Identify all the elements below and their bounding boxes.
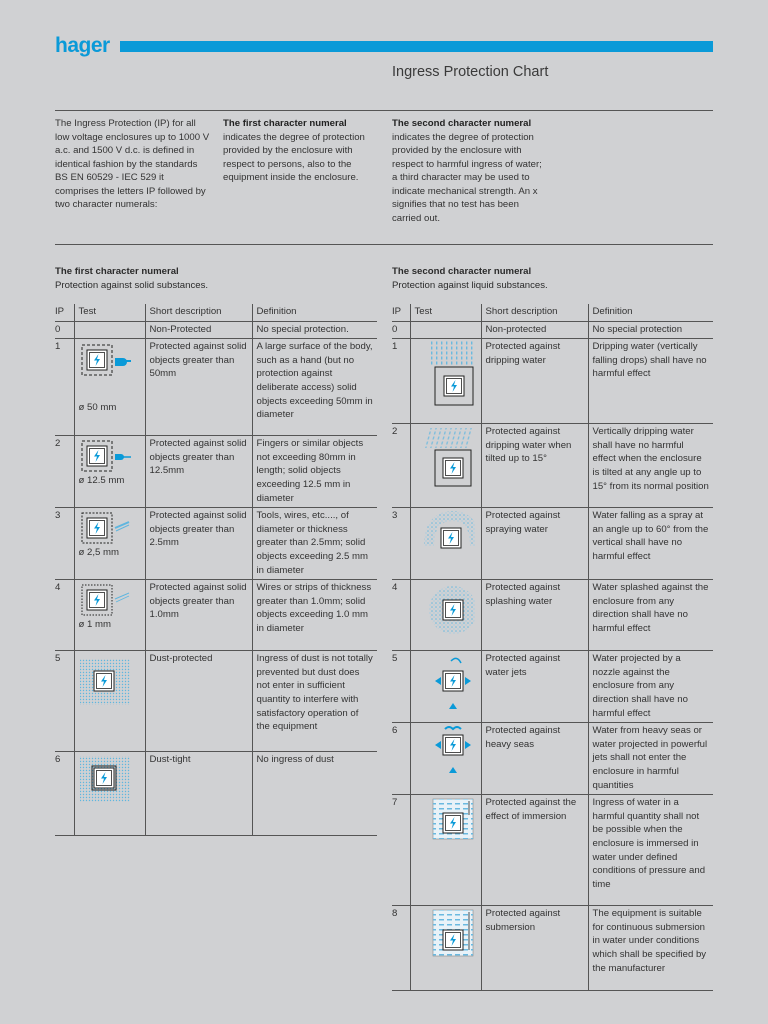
table-row	[55, 436, 377, 508]
test-label: ø 12.5 mm	[78, 475, 125, 487]
heavy-seas-icon	[415, 725, 475, 785]
col-test: Test	[74, 304, 145, 321]
ip-code: 5	[392, 651, 410, 723]
second-table-subtitle: Protection against liquid substances.	[392, 279, 548, 291]
intro-col-3	[392, 117, 542, 225]
submersion-icon	[415, 908, 475, 960]
brand-bar	[120, 41, 713, 52]
second-character-table	[392, 304, 713, 991]
test-cell	[410, 723, 481, 795]
table-row	[392, 795, 713, 906]
first-table-title: The first character numeral	[55, 266, 179, 277]
divider-top	[55, 110, 713, 111]
short-description: Protected against heavy seas	[481, 723, 588, 795]
finger-12mm-icon	[79, 438, 139, 474]
ip-code: 4	[392, 580, 410, 651]
test-cell	[410, 906, 481, 991]
water-jets-icon	[415, 653, 475, 713]
ip-code: 6	[392, 723, 410, 795]
test-cell	[410, 795, 481, 906]
ip-code: 8	[392, 906, 410, 991]
wire-1mm-icon	[79, 582, 139, 618]
first-table-subtitle: Protection against solid substances.	[55, 279, 209, 291]
intro-col-3-title: The second character numeral	[392, 118, 532, 129]
table-row	[392, 508, 713, 580]
definition: No special protection.	[252, 321, 377, 339]
definition: Water splashed against the enclosure from any direction shall have no harmful effect	[588, 580, 713, 651]
col-test: Test	[410, 304, 481, 321]
short-description: Protected against the effect of immersion	[481, 795, 588, 906]
col-ip: IP	[392, 304, 410, 321]
test-cell	[74, 651, 145, 752]
hager-logo: hager	[55, 34, 110, 57]
intro-col-3-text: indicates the degree of protection provided by the enclosure with respect to harmful ingress of water; a third character may be used to indicate mechanical strength. An x signifies that no test has been carried out.	[392, 131, 542, 224]
col-ip: IP	[55, 304, 74, 321]
second-table-header	[392, 265, 548, 292]
short-description: Protected against solid objects greater than 50mm	[145, 339, 252, 436]
definition: Tools, wires, etc...., of diameter or thickness greater than 2.5mm; solid objects exceeding 2.5 mm in diameter	[252, 508, 377, 580]
dripping-water-icon	[415, 341, 475, 421]
table-row	[392, 321, 713, 339]
ip-code: 1	[55, 339, 74, 436]
ip-code: 2	[392, 424, 410, 508]
table-row	[392, 339, 713, 424]
definition: Ingress of dust is not totally prevented but dust does not enter in sufficient quantity to interfere with satisfactory operation of the equipment	[252, 651, 377, 752]
ip-code: 0	[55, 321, 74, 339]
col-definition: Definition	[252, 304, 377, 321]
ip-code: 0	[392, 321, 410, 339]
short-description: Protected against solid objects greater than 1.0mm	[145, 580, 252, 651]
short-description: Protected against water jets	[481, 651, 588, 723]
short-description: Dust-protected	[145, 651, 252, 752]
definition: Fingers or similar objects not exceeding 80mm in length; solid objects exceeding 12.5 mm in diameter	[252, 436, 377, 508]
ip-code: 3	[392, 508, 410, 580]
col-short: Short description	[145, 304, 252, 321]
intro-col-1: The Ingress Protection (IP) for all low voltage enclosures up to 1000 V a.c. and 1500 V d.c. is defined in identical fashion by the standards BS EN 60529 - IEC 529 it comprises the letters IP followed by two character numerals:	[55, 118, 210, 210]
definition: The equipment is suitable for continuous submersion in water under conditions which shall be specified by the manufacturer	[588, 906, 713, 991]
definition: No ingress of dust	[252, 752, 377, 836]
table-row	[55, 752, 377, 836]
table-row	[55, 508, 377, 580]
ip-code: 5	[55, 651, 74, 752]
col-definition: Definition	[588, 304, 713, 321]
table-row	[392, 651, 713, 723]
table-row	[55, 651, 377, 752]
col-short: Short description	[481, 304, 588, 321]
test-cell	[74, 752, 145, 836]
test-cell	[410, 339, 481, 424]
immersion-icon	[415, 797, 475, 843]
definition: No special protection	[588, 321, 713, 339]
dust-protected-icon	[79, 653, 135, 707]
table-row	[392, 580, 713, 651]
short-description: Non-protected	[481, 321, 588, 339]
table-header-row	[55, 304, 377, 321]
table-row	[55, 580, 377, 651]
table-row	[392, 906, 713, 991]
test-cell	[74, 436, 145, 508]
tool-2-5mm-icon	[79, 510, 139, 546]
test-label: ø 2,5 mm	[78, 547, 120, 559]
test-cell	[74, 580, 145, 651]
short-description: Non-Protected	[145, 321, 252, 339]
splashing-water-icon	[415, 582, 475, 642]
test-cell	[410, 508, 481, 580]
definition: Water from heavy seas or water projected in powerful jets shall not enter the enclosure in harmful quantities	[588, 723, 713, 795]
divider-mid	[55, 244, 713, 245]
definition: Vertically dripping water shall have no harmful effect when the enclosure is tilted at any angle up to 15° from its normal position	[588, 424, 713, 508]
table-row	[392, 424, 713, 508]
table-row	[392, 723, 713, 795]
test-cell	[410, 580, 481, 651]
ip-code: 7	[392, 795, 410, 906]
definition: A large surface of the body, such as a hand (but no protection against deliberate access) solid objects exceeding 50mm in diameter	[252, 339, 377, 436]
intro-col-2-title: The first character numeral	[223, 118, 347, 129]
definition: Wires or strips of thickness greater than 1.0mm; solid objects exceeding 1.0 mm in diameter	[252, 580, 377, 651]
first-character-table	[55, 304, 377, 836]
definition: Ingress of water in a harmful quantity shall not be possible when the enclosure is immersed in water under defined conditions of pressure and time	[588, 795, 713, 906]
short-description: Protected against solid objects greater than 2.5mm	[145, 508, 252, 580]
test-cell	[410, 424, 481, 508]
test-cell	[74, 508, 145, 580]
first-table-header	[55, 265, 208, 292]
short-description: Protected against spraying water	[481, 508, 588, 580]
table-row	[55, 321, 377, 339]
test-label: ø 50 mm	[78, 402, 117, 414]
ip-code: 6	[55, 752, 74, 836]
intro-col-2-text: indicates the degree of protection provided by the enclosure with respect to persons, also to the equipment inside the enclosure.	[223, 131, 365, 183]
second-table-title: The second character numeral	[392, 266, 532, 277]
short-description: Protected against splashing water	[481, 580, 588, 651]
definition: Dripping water (vertically falling drops) shall have no harmful effect	[588, 339, 713, 424]
test-cell	[410, 651, 481, 723]
short-description: Protected against solid objects greater than 12.5mm	[145, 436, 252, 508]
hand-50mm-icon	[79, 341, 139, 381]
ip-code: 1	[392, 339, 410, 424]
test-cell	[74, 339, 145, 436]
definition: Water projected by a nozzle against the enclosure from any direction shall have no harmful effect	[588, 651, 713, 723]
test-cell	[74, 321, 145, 339]
ip-code: 3	[55, 508, 74, 580]
spraying-water-icon	[415, 510, 475, 562]
table-row	[55, 339, 377, 436]
short-description: Protected against dripping water when tilted up to 15°	[481, 424, 588, 508]
intro-col-2	[223, 117, 373, 185]
test-label: ø 1 mm	[78, 619, 112, 631]
definition: Water falling as a spray at an angle up to 60° from the vertical shall have no harmful effect	[588, 508, 713, 580]
tilted-drip-icon	[415, 426, 475, 490]
ip-code: 4	[55, 580, 74, 651]
dust-tight-icon	[79, 754, 135, 808]
page-title: Ingress Protection Chart	[392, 64, 549, 80]
test-cell	[410, 321, 481, 339]
short-description: Protected against submersion	[481, 906, 588, 991]
ip-code: 2	[55, 436, 74, 508]
table-header-row	[392, 304, 713, 321]
short-description: Protected against dripping water	[481, 339, 588, 424]
short-description: Dust-tight	[145, 752, 252, 836]
